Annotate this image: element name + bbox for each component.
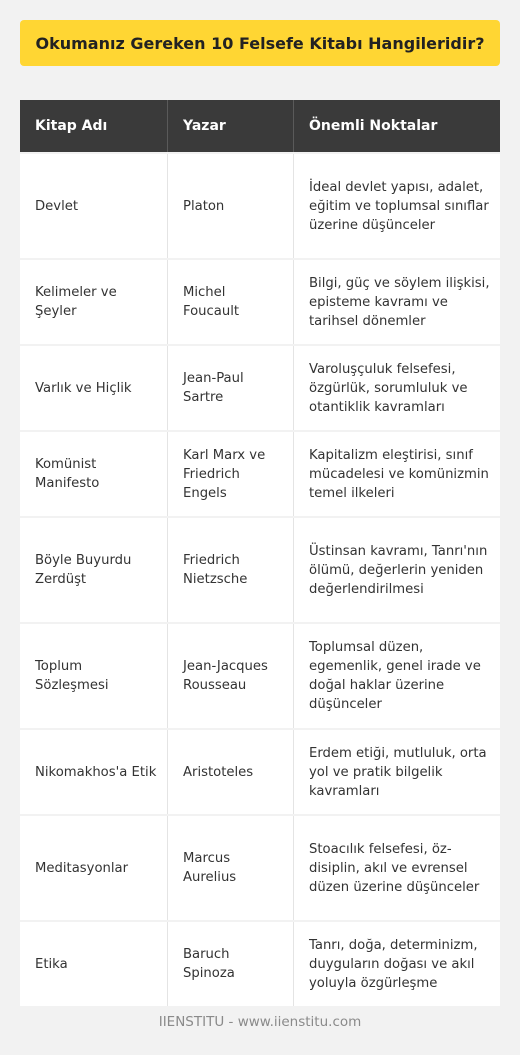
table-row <box>20 346 500 430</box>
table-row <box>20 432 500 516</box>
table-row <box>20 260 500 344</box>
notes-cell: Stoacılık felsefesi, öz-disiplin, akıl ve evrensel düzen üzerine düşünceler <box>293 816 500 920</box>
book-title-cell: Devlet <box>20 154 167 258</box>
book-title-cell: Varlık ve Hiçlik <box>20 346 167 430</box>
author-cell: Baruch Spinoza <box>167 922 293 1006</box>
notes-cell: Varoluşçuluk felsefesi, özgürlük, sorumluluk ve otantiklik kavramları <box>293 346 500 430</box>
footer-credit: IIENSTITU - www.iienstitu.com <box>158 1014 362 1030</box>
column-header-book: Kitap Adı <box>20 100 167 152</box>
column-header-notes: Önemli Noktalar <box>293 100 500 152</box>
author-cell: Marcus Aurelius <box>167 816 293 920</box>
author-cell: Friedrich Nietzsche <box>167 518 293 622</box>
notes-cell: Erdem etiği, mutluluk, orta yol ve pratik bilgelik kavramları <box>293 730 500 814</box>
book-title-cell: Nikomakhos'a Etik <box>20 730 167 814</box>
author-cell: Karl Marx ve Friedrich Engels <box>167 432 293 516</box>
book-table <box>20 98 500 1008</box>
table-row <box>20 922 500 1006</box>
table-header-row <box>20 100 500 152</box>
notes-cell: Üstinsan kavramı, Tanrı'nın ölümü, değerlerin yeniden değerlendirilmesi <box>293 518 500 622</box>
book-title-cell: Etika <box>20 922 167 1006</box>
notes-cell: Tanrı, doğa, determinizm, duyguların doğası ve akıl yoluyla özgürleşme <box>293 922 500 1006</box>
notes-cell: Toplumsal düzen, egemenlik, genel irade ve doğal haklar üzerine düşünceler <box>293 624 500 728</box>
book-title-cell: Komünist Manifesto <box>20 432 167 516</box>
table-row <box>20 518 500 622</box>
table-row <box>20 154 500 258</box>
author-cell: Aristoteles <box>167 730 293 814</box>
book-title-cell: Toplum Sözleşmesi <box>20 624 167 728</box>
table-row <box>20 816 500 920</box>
author-cell: Platon <box>167 154 293 258</box>
notes-cell: İdeal devlet yapısı, adalet, eğitim ve toplumsal sınıflar üzerine düşünceler <box>293 154 500 258</box>
book-title-cell: Meditasyonlar <box>20 816 167 920</box>
title-banner <box>20 20 500 66</box>
page-title: Okumanız Gereken 10 Felsefe Kitabı Hangileridir? <box>35 33 485 53</box>
table-row <box>20 730 500 814</box>
author-cell: Jean-Jacques Rousseau <box>167 624 293 728</box>
table-row <box>20 624 500 728</box>
notes-cell: Kapitalizm eleştirisi, sınıf mücadelesi ve komünizmin temel ilkeleri <box>293 432 500 516</box>
book-title-cell: Böyle Buyurdu Zerdüşt <box>20 518 167 622</box>
book-title-cell: Kelimeler ve Şeyler <box>20 260 167 344</box>
column-header-author: Yazar <box>167 100 293 152</box>
author-cell: Michel Foucault <box>167 260 293 344</box>
author-cell: Jean-Paul Sartre <box>167 346 293 430</box>
notes-cell: Bilgi, güç ve söylem ilişkisi, episteme kavramı ve tarihsel dönemler <box>293 260 500 344</box>
